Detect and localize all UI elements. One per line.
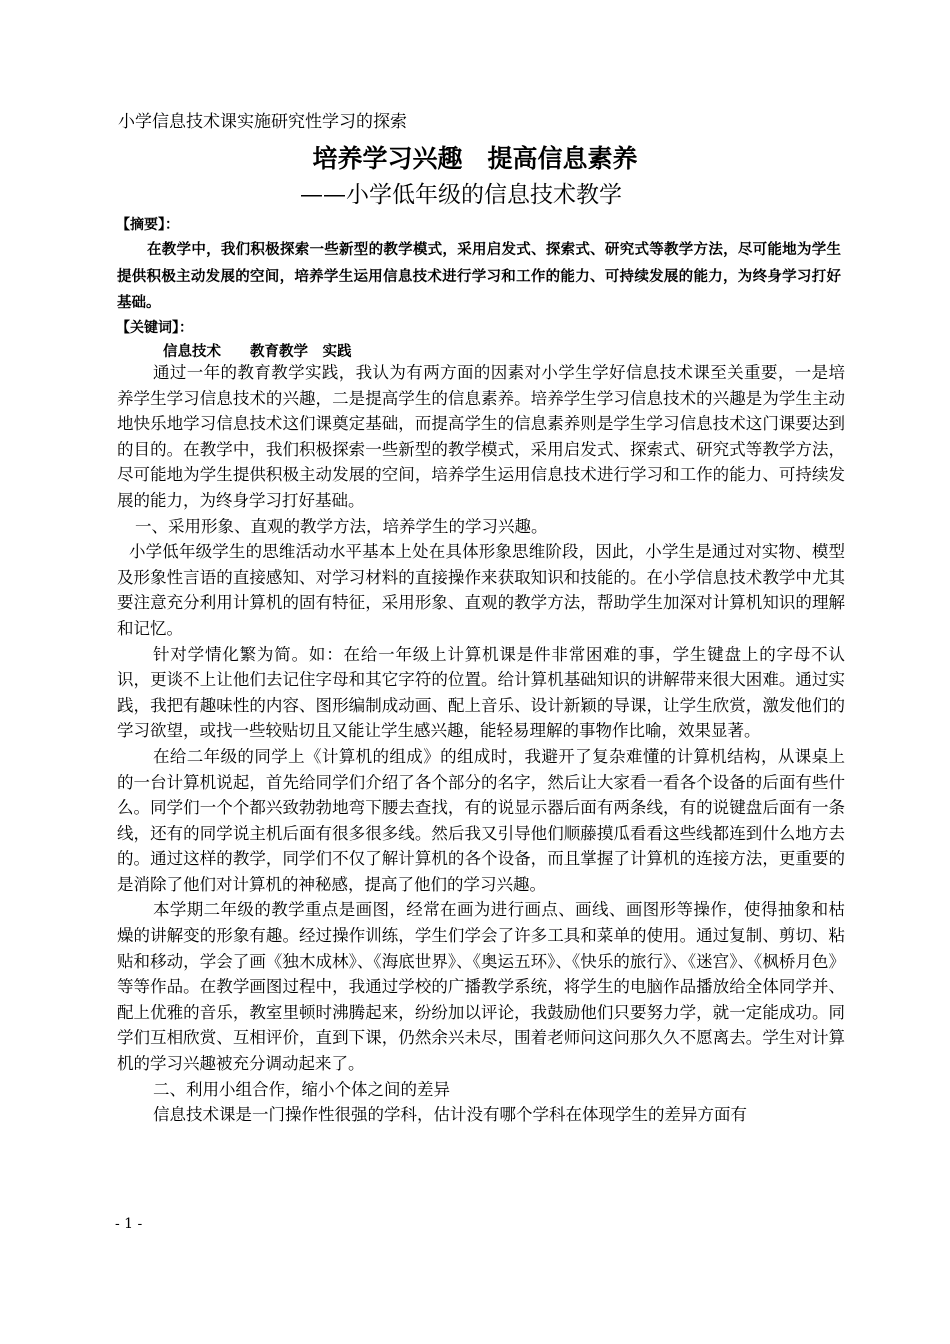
section-heading: 二、利用小组合作，缩小个体之间的差异 xyxy=(153,1079,450,1099)
abstract-text: 在教学中，我们积极探索一些新型的教学模式，采用启发式、探索式、研究式等教学方法，尽可能地为学生提供积极主动发展的空间，培养学生运用信息技术进行学习和工作的能力、可持续发展的能力，为终身学习打好基础。 xyxy=(117,242,841,311)
document-title: 培养学习兴趣 提高信息素养 xyxy=(312,144,638,173)
paragraph: 本学期二年级的教学重点是画图，经常在画为进行画点、画线、画图形等操作，使得抽象和枯燥的讲解变的形象有趣。经过操作训练，学生们学会了许多工具和菜单的使用。通过复制、剪切、粘贴和移动，学会了画《独木成林》、《海底世界》、《奥运五环》、《快乐的旅行》、《迷宫》、《枫桥月色》等等作品。在教学画图过程中，我通过学校的广播教学系统，将学生的电脑作品播放给全体同学并、配上优雅的音乐，教室里顿时沸腾起来，纷纷加以评论，我鼓励他们只要努力学，就一定能成功。同学们互相欣赏、互相评价，直到下课，仍然余兴未尽，围着老师问这问那久久不愿离去。学生对计算机的学习兴趣被充分调动起来了。 xyxy=(117,900,845,1074)
paragraph: 针对学情化繁为简。如：在给一年级上计算机课是件非常困难的事，学生键盘上的字母不认识，更谈不上让他们去记住字母和其它字符的位置。给计算机基础知识的讲解带来很大困难。通过实践，我把有趣味性的内容、图形编制成动画、配上音乐、设计新颖的导课，让学生欣赏，激发他们的学习欲望，或找一些较贴切且又能让学生感兴趣，能轻易理解的事物作比喻，效果显著。 xyxy=(117,644,845,741)
abstract-label: 【摘要】： xyxy=(116,217,179,233)
document-subtitle: ——小学低年级的信息技术教学 xyxy=(300,182,622,208)
paragraph: 信息技术课是一门操作性很强的学科，估计没有哪个学科在体现学生的差异方面有 xyxy=(153,1105,747,1125)
paragraph: 在给二年级的同学上《计算机的组成》的组成时，我避开了复杂难懂的计算机结构，从课桌上的一台计算机说起，首先给同学们介绍了各个部分的名字，然后让大家看一看各个设备的后面有些什么。同学们一个个都兴致勃勃地弯下腰去查找，有的说显示器后面有两条线，有的说键盘后面有一条线，还有的同学说主机后面有很多很多线。然后我又引导他们顺藤摸瓜看看这些线都连到什么地方去的。通过这样的教学，同学们不仅了解计算机的各个设备，而且掌握了计算机的连接方法，更重要的是消除了他们对计算机的神秘感，提高了他们的学习兴趣。 xyxy=(117,746,845,894)
document-header: 小学信息技术课实施研究性学习的探索 xyxy=(118,112,407,132)
page-number: - 1 - xyxy=(115,1216,143,1232)
section-heading: 一、采用形象、直观的教学方法，培养学生的学习兴趣。 xyxy=(135,516,548,536)
paragraph: 通过一年的教育教学实践，我认为有两方面的因素对小学生学好信息技术课至关重要，一是培养学生学习信息技术的兴趣，二是提高学生的信息素养。培养学生学习信息技术的兴趣是为学生主动地快乐地学习信息技术这们课奠定基础，而提高学生的信息素养则是学生学习信息技术这门课要达到的目的。在教学中，我们积极探索一些新型的教学模式，采用启发式、探索式、研究式等教学方法，尽可能地为学生提供积极主动发展的空间，培养学生运用信息技术进行学习和工作的能力、可持续发展的能力，为终身学习打好基础。 xyxy=(117,363,845,510)
keywords-text: 信息技术 教育教学 实践 xyxy=(163,344,352,360)
keywords-label: 【关键词】： xyxy=(116,320,193,336)
body-text xyxy=(117,360,845,1128)
paragraph: 小学低年级学生的思维活动水平基本上处在具体形象思维阶段，因此，小学生是通过对实物、模型及形象性言语的直接感知、对学习材料的直接操作来获取知识和技能的。在小学信息技术教学中尤其要注意充分利用计算机的固有特征，采用形象、直观的教学方法，帮助学生加深对计算机知识的理解和记忆。 xyxy=(117,542,845,638)
